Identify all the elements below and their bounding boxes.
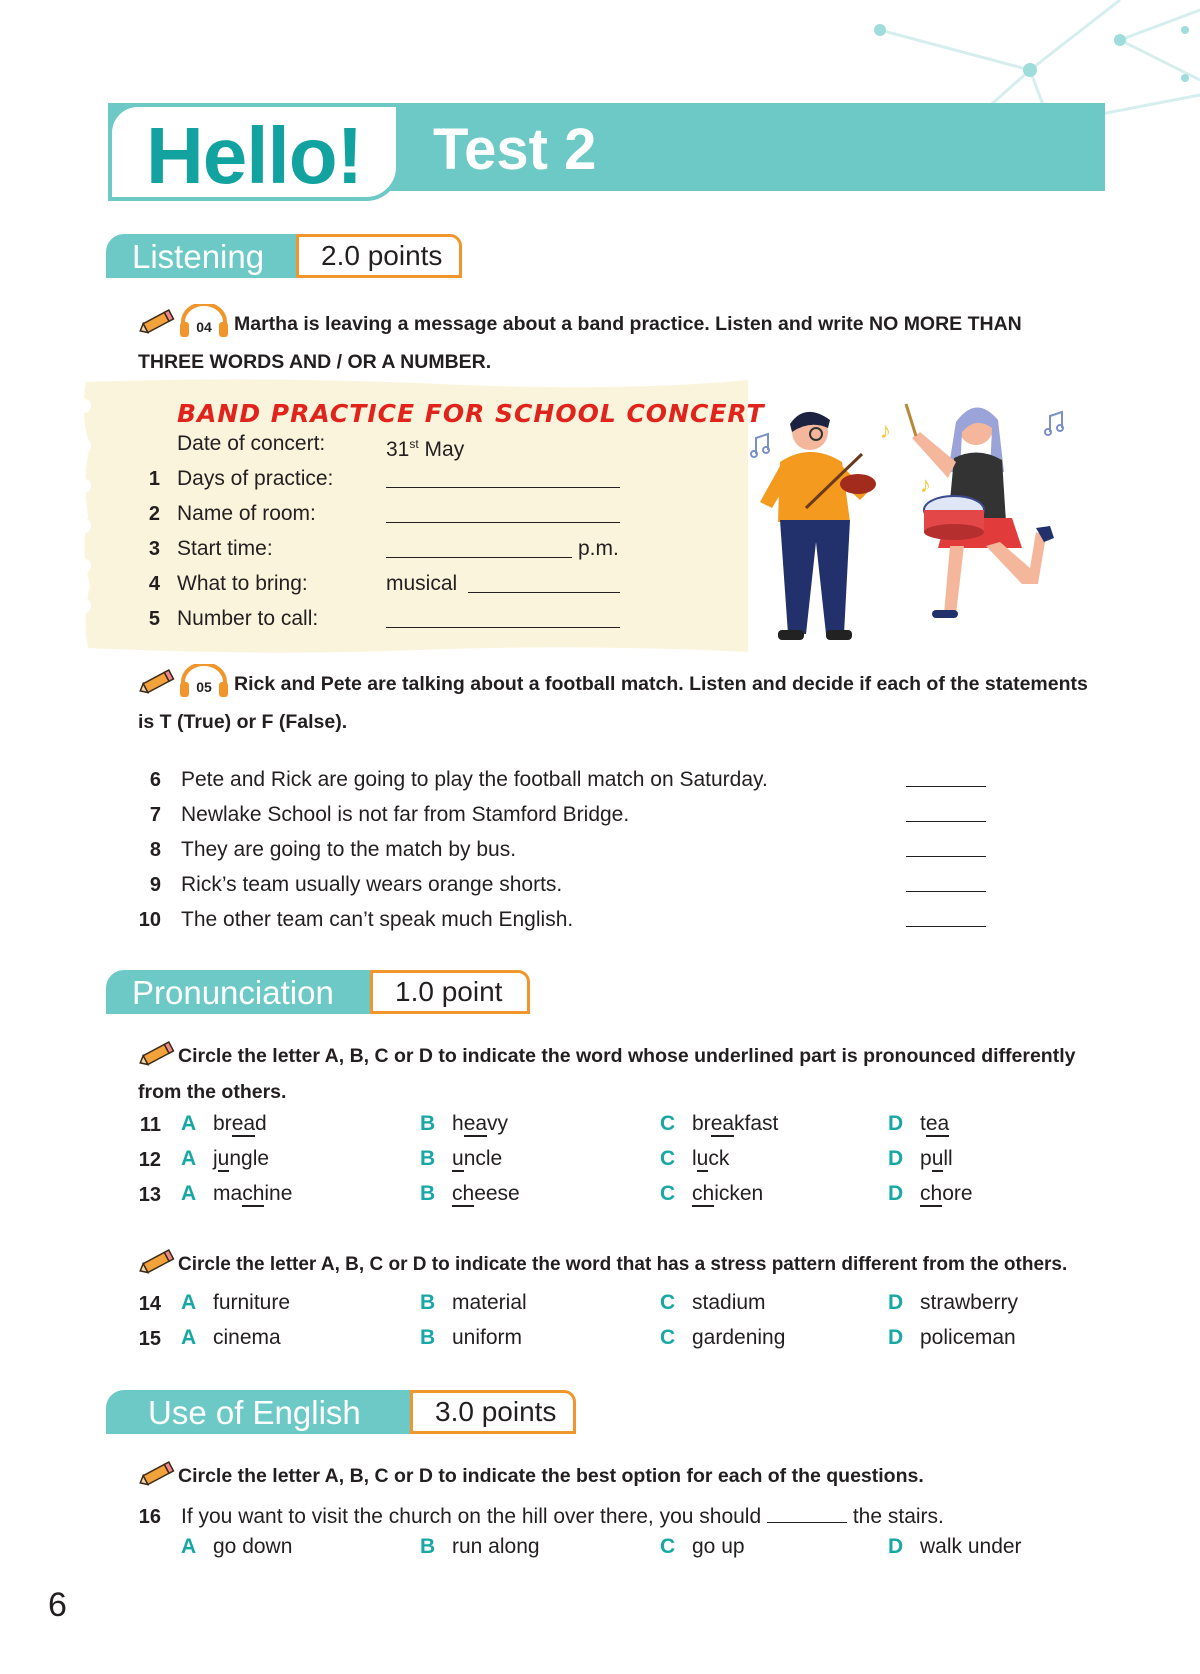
true-false-blank[interactable] [906,891,986,892]
option-d[interactable]: D walk under [888,1535,1022,1558]
option-b[interactable]: B heavy [420,1112,509,1135]
task-instruction [138,664,1098,737]
option-a[interactable]: A go down [181,1535,293,1558]
option-b[interactable]: B uniform [420,1326,523,1349]
true-false-blank[interactable] [906,821,986,822]
option-c[interactable]: C luck [660,1147,730,1170]
svg-text:♪: ♪ [880,418,891,443]
option-a[interactable]: A jungle [181,1147,270,1170]
option-d[interactable]: D chore [888,1182,973,1205]
question-blank [767,1522,847,1523]
instruction-line-2: is T (True) or F (False). [138,711,348,733]
option-c[interactable]: C stadium [660,1291,766,1314]
item-number: 7 [149,804,161,826]
answer-blank[interactable] [386,557,572,558]
item-number: 13 [138,1184,161,1206]
option-a[interactable]: A cinema [181,1326,281,1349]
answer-prefix: musical [386,572,458,595]
instruction-line-1: Martha is leaving a message about a band practice. Listen and write NO MORE THAN [234,313,1022,335]
section-label: Listening [106,234,296,278]
example-label: Date of concert: [177,432,326,455]
true-false-blank[interactable] [906,926,986,927]
task-instruction [138,304,1098,377]
pencil-icon [138,1040,176,1077]
section-label: Pronunciation [106,970,372,1014]
item-number: 9 [149,874,161,896]
use-of-english-section-header [106,1390,572,1434]
option-c[interactable]: C gardening [660,1326,786,1349]
option-d[interactable]: D tea [888,1112,950,1135]
option-a[interactable]: A furniture [181,1291,291,1314]
section-points: 2.0 points [296,234,462,278]
note-item-label: Start time: [177,537,273,560]
task-instruction [138,1040,1118,1107]
item-number: 11 [139,1114,161,1136]
item-number: 2 [148,503,160,525]
note-title: BAND PRACTICE FOR SCHOOL CONCERT [177,399,765,428]
pencil-icon [138,308,176,345]
answer-blank[interactable] [468,592,620,593]
item-number: 5 [148,608,160,630]
option-c[interactable]: C chicken [660,1182,764,1205]
true-false-blank[interactable] [906,856,986,857]
time-suffix: p.m. [578,537,619,560]
option-b[interactable]: B run along [420,1535,540,1558]
statement-text: Rick’s team usually wears orange shorts. [181,873,563,896]
example-value: 31st May [386,437,465,461]
question-text: If you want to visit the church on the hill over there, you should the stairs. [181,1505,944,1528]
option-b[interactable]: B material [420,1291,527,1314]
option-d[interactable]: D policeman [888,1326,1016,1349]
instruction-line-1: Circle the letter A, B, C or D to indicate the best option for each of the questions. [178,1465,924,1487]
true-false-blank[interactable] [906,786,986,787]
item-number: 3 [148,538,160,560]
test-title: Test 2 [433,117,597,182]
pronunciation-section-header [106,970,530,1014]
instruction-line-1: Circle the letter A, B, C or D to indicate the word whose underlined part is pronounced differently [178,1045,1076,1067]
note-item-label: Number to call: [177,607,319,630]
note-item-label: Name of room: [177,502,316,525]
option-b[interactable]: B uncle [420,1147,503,1170]
option-d[interactable]: D pull [888,1147,953,1170]
pencil-icon [138,1248,176,1286]
section-points: 3.0 points [410,1390,576,1434]
listening-section-header [106,234,458,278]
headphones-icon [178,664,230,707]
statement-text: Newlake School is not far from Stamford Bridge. [181,803,630,826]
instruction-line-1: Rick and Pete are talking about a football match. Listen and decide if each of the statements [234,673,1088,695]
musicians-illustration [750,402,1080,652]
answer-blank[interactable] [386,627,620,628]
item-number: 16 [138,1506,161,1528]
headphones-icon [178,304,230,347]
pencil-icon [138,668,176,705]
answer-blank[interactable] [386,487,620,488]
instruction-line-1: Circle the letter A, B, C or D to indicate the word that has a stress pattern different from the others. [178,1254,1068,1275]
section-label: Use of English [106,1390,412,1434]
statement-text: Pete and Rick are going to play the football match on Saturday. [181,768,768,791]
note-item-label: Days of practice: [177,467,334,490]
item-number: 4 [148,573,160,595]
option-a[interactable]: A machine [181,1182,293,1205]
statement-text: They are going to the match by bus. [181,838,517,861]
instruction-line-2: from the others. [138,1081,287,1103]
task-instruction [138,1248,1128,1286]
item-number: 1 [148,468,160,490]
item-number: 14 [138,1293,161,1315]
item-number: 15 [138,1328,161,1350]
item-number: 10 [138,909,161,931]
track-number: 04 [196,319,212,335]
note-item-label: What to bring: [177,572,308,595]
item-number: 12 [138,1149,161,1171]
unit-title: Hello! [146,111,363,200]
option-a[interactable]: A bread [181,1112,267,1135]
option-c[interactable]: C go up [660,1535,745,1558]
option-b[interactable]: B cheese [420,1182,520,1205]
statement-text: The other team can’t speak much English. [181,908,574,931]
pencil-icon [138,1460,176,1497]
instruction-line-2: THREE WORDS AND / OR A NUMBER. [138,351,492,373]
item-number: 6 [149,769,161,791]
track-number: 05 [196,679,212,695]
option-c[interactable]: C breakfast [660,1112,779,1135]
svg-text:♪: ♪ [920,472,931,497]
page-number: 6 [48,1586,67,1624]
option-d[interactable]: D strawberry [888,1291,1019,1314]
task-instruction [138,1460,1118,1497]
section-points: 1.0 point [370,970,530,1014]
item-number: 8 [149,839,161,861]
answer-blank[interactable] [386,522,620,523]
